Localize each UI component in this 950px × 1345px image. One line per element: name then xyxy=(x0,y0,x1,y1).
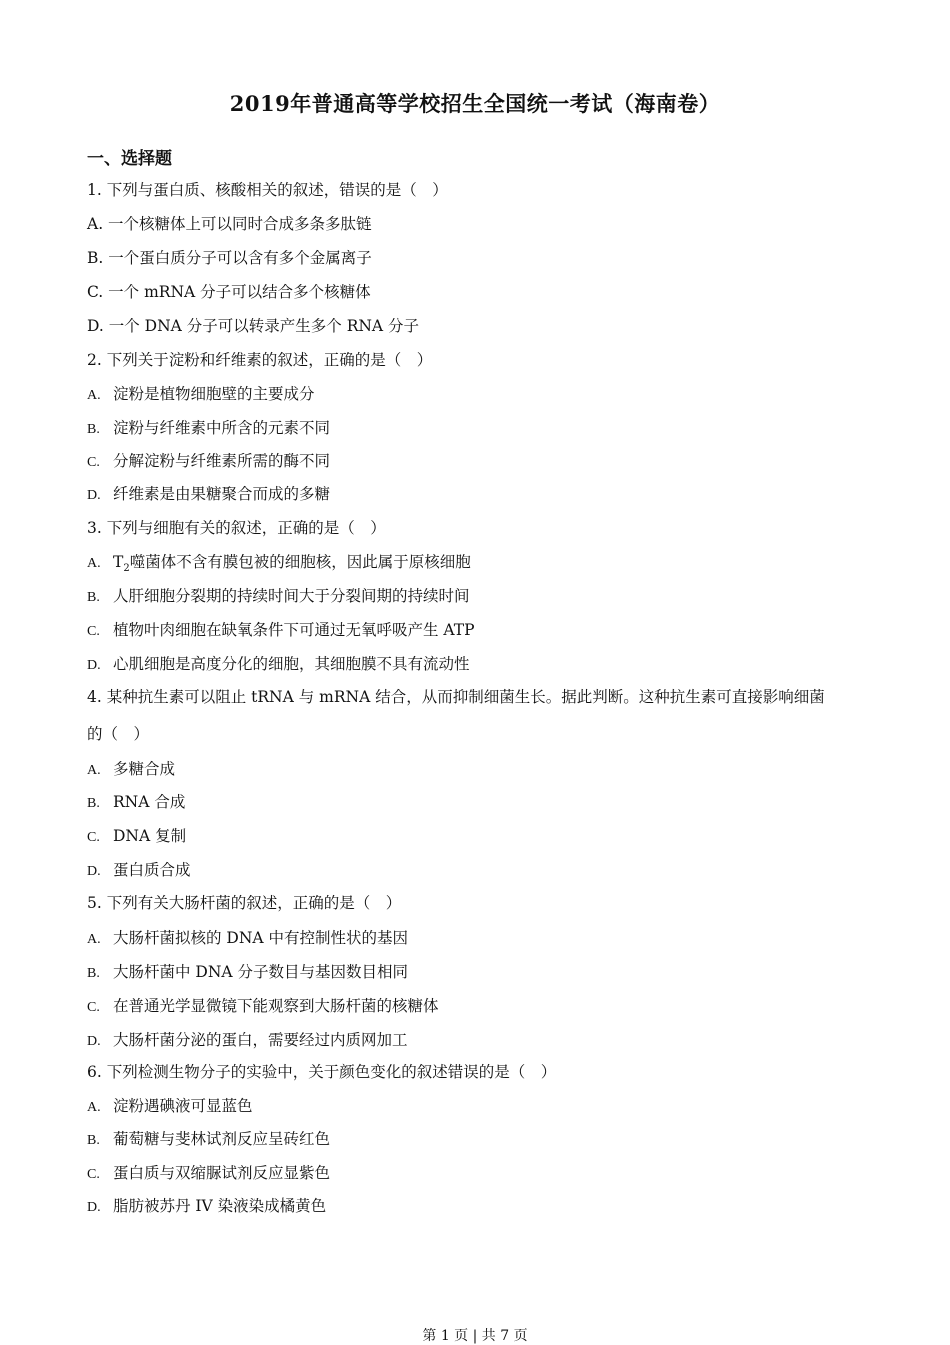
option-label: D. xyxy=(87,864,101,879)
option-text: 大肠杆菌中 DNA 分子数目与基因数目相同 xyxy=(113,963,409,981)
option-label: B. xyxy=(87,1133,100,1148)
option-text: 脂肪被苏丹 IV 染液染成橘黄色 xyxy=(113,1197,327,1215)
option-label: C. xyxy=(87,1000,100,1015)
q4-option-d xyxy=(87,858,191,880)
q1-option-d: D. 一个 DNA 分子可以转录产生多个 RNA 分子 xyxy=(87,317,420,335)
option-text: 淀粉是植物细胞壁的主要成分 xyxy=(113,385,315,403)
q4-stem-line2: 的（ ） xyxy=(87,725,150,743)
q3-stem: 3. 下列与细胞有关的叙述，正确的是（ ） xyxy=(87,519,386,537)
q1-option-a: A. 一个核糖体上可以同时合成多条多肽链 xyxy=(87,215,372,233)
option-text: 心肌细胞是高度分化的细胞，其细胞膜不具有流动性 xyxy=(113,655,470,673)
subscript: 2 xyxy=(123,563,130,575)
option-text: 葡萄糖与斐林试剂反应呈砖红色 xyxy=(113,1130,331,1148)
option-label: D. xyxy=(87,1034,101,1049)
q3-option-d xyxy=(87,652,470,674)
q6-option-a xyxy=(87,1094,253,1116)
option-text: 纤维素是由果糖聚合而成的多糖 xyxy=(113,485,331,503)
option-text: DNA 复制 xyxy=(113,827,187,845)
q4-option-a xyxy=(87,757,175,779)
option-text: 大肠杆菌拟核的 DNA 中有控制性状的基因 xyxy=(113,929,409,947)
option-text: 在普通光学显微镜下能观察到大肠杆菌的核糖体 xyxy=(113,997,439,1015)
option-label: D. xyxy=(87,658,101,673)
q6-option-c xyxy=(87,1161,330,1183)
q5-stem: 5. 下列有关大肠杆菌的叙述，正确的是（ ） xyxy=(87,894,402,912)
option-label: A. xyxy=(87,1100,101,1115)
q2-option-c xyxy=(87,449,330,471)
option-text: 多糖合成 xyxy=(113,760,176,778)
option-text: 大肠杆菌分泌的蛋白，需要经过内质网加工 xyxy=(113,1031,408,1049)
q1-option-c: C. 一个 mRNA 分子可以结合多个核糖体 xyxy=(87,283,371,301)
q2-option-a xyxy=(87,382,315,404)
q5-option-d xyxy=(87,1028,408,1050)
q5-option-c xyxy=(87,994,439,1016)
q6-option-b xyxy=(87,1127,330,1149)
page-title: 2019年普通高等学校招生全国统一考试（海南卷） xyxy=(229,91,721,116)
q6-option-d xyxy=(87,1194,326,1216)
option-text: 蛋白质与双缩脲试剂反应显紫色 xyxy=(113,1164,331,1182)
q3-option-c xyxy=(87,618,475,640)
option-label: C. xyxy=(87,830,100,845)
option-label: A. xyxy=(87,932,101,947)
q4-option-b xyxy=(87,790,185,812)
q3-option-a xyxy=(87,550,471,574)
option-label: B. xyxy=(87,796,100,811)
q1-option-b: B. 一个蛋白质分子可以含有多个金属离子 xyxy=(87,249,372,267)
option-text: 植物叶肉细胞在缺氧条件下可通过无氧呼吸产生 ATP xyxy=(113,621,475,639)
page-footer: 第 1 页 | 共 7 页 xyxy=(422,1328,528,1344)
option-label: B. xyxy=(87,966,100,981)
option-text: 淀粉遇碘液可显蓝色 xyxy=(113,1097,253,1115)
q6-stem: 6. 下列检测生物分子的实验中，关于颜色变化的叙述错误的是（ ） xyxy=(87,1063,557,1081)
q5-option-b xyxy=(87,960,408,982)
q5-option-a xyxy=(87,926,408,948)
option-label: A. xyxy=(87,388,101,403)
option-label: D. xyxy=(87,1200,101,1215)
option-text: RNA 合成 xyxy=(113,793,186,811)
option-text xyxy=(113,553,471,575)
option-label: B. xyxy=(87,590,100,605)
q4-stem-line1: 4. 某种抗生素可以阻止 tRNA 与 mRNA 结合，从而抑制细菌生长。据此判断。这种抗生素可直接影响细菌 xyxy=(87,688,825,706)
section-heading: 一、选择题 xyxy=(87,149,172,169)
option-text: 人肝细胞分裂期的持续时间大于分裂间期的持续时间 xyxy=(113,587,470,605)
q2-stem: 2. 下列关于淀粉和纤维素的叙述，正确的是（ ） xyxy=(87,351,433,369)
option-text: 分解淀粉与纤维素所需的酶不同 xyxy=(113,452,331,470)
option-label: A. xyxy=(87,556,101,571)
q4-option-c xyxy=(87,824,186,846)
option-label: B. xyxy=(87,422,100,437)
option-label: C. xyxy=(87,624,100,639)
option-text: 淀粉与纤维素中所含的元素不同 xyxy=(113,419,331,437)
q1-stem: 1. 下列与蛋白质、核酸相关的叙述，错误的是（ ） xyxy=(87,181,448,199)
t-prefix: T xyxy=(113,553,124,571)
q2-option-b xyxy=(87,416,330,438)
option-label: D. xyxy=(87,488,101,503)
option-label: C. xyxy=(87,1167,100,1182)
q3-option-b xyxy=(87,584,470,606)
option-text: 蛋白质合成 xyxy=(113,861,191,879)
q2-option-d xyxy=(87,482,330,504)
option-label: C. xyxy=(87,455,100,470)
option-text-rest: 噬菌体不含有膜包被的细胞核，因此属于原核细胞 xyxy=(129,553,471,571)
option-label: A. xyxy=(87,763,101,778)
